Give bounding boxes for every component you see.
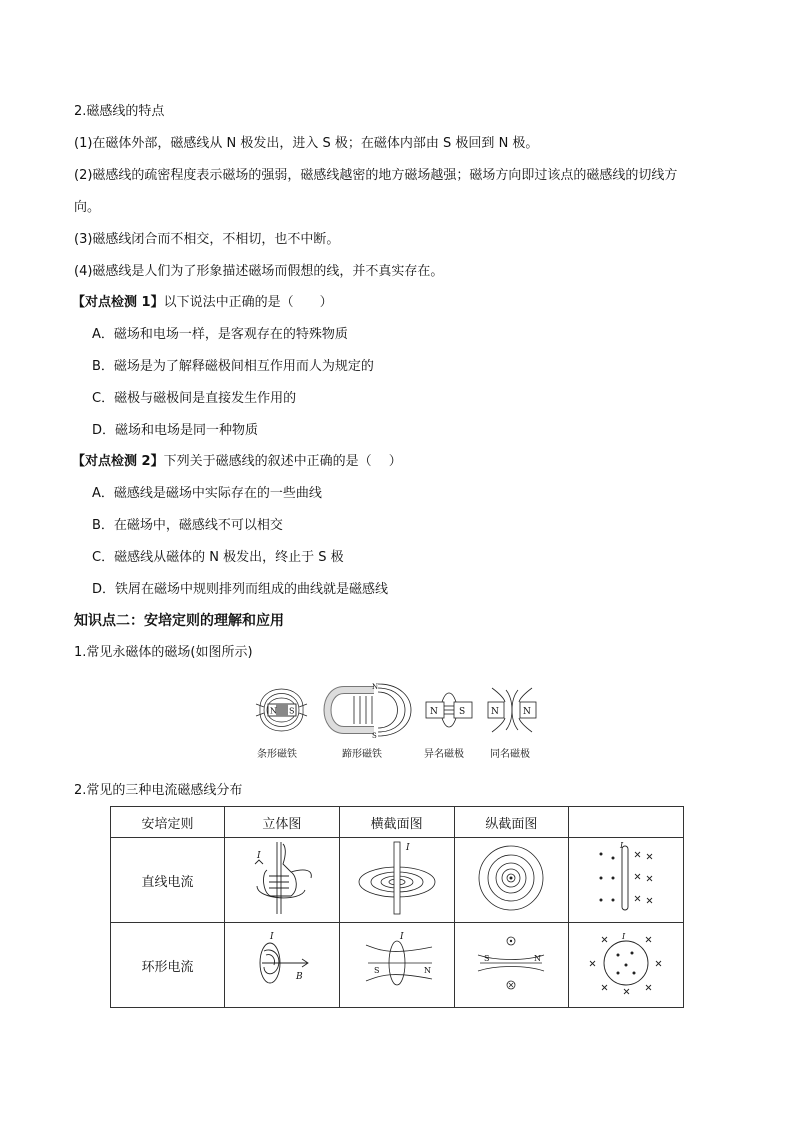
ring-current-3d-cell [225, 923, 340, 1008]
straight-current-hand-diagram [247, 840, 317, 916]
horseshoe-magnet-caption: 蹄形磁铁 [342, 749, 382, 760]
svg-text:S: S [289, 706, 295, 716]
subsection-2-title: 2.常见的三种电流磁感线分布 [74, 783, 243, 798]
svg-text:I: I [269, 932, 274, 942]
check1-option-c: C．磁极与磁极间是直接发生作用的 [92, 391, 297, 406]
straight-current-dots-crosses-diagram [591, 840, 661, 916]
section-title: 2.磁感线的特点 [74, 104, 165, 119]
svg-text:I: I [620, 841, 624, 850]
like-poles-diagram [488, 688, 536, 732]
svg-text:N: N [423, 966, 431, 975]
straight-current-cross-cell [339, 838, 454, 923]
straight-current-cross-section-diagram [352, 840, 442, 916]
check2-option-a: A．磁感线是磁场中实际存在的一些曲线 [92, 486, 322, 501]
subsection-1-title: 1.常见永磁体的磁场(如图所示) [74, 645, 253, 660]
like-poles-caption: 同名磁极 [490, 749, 530, 760]
check1-question-line [72, 294, 333, 312]
svg-text:S: S [372, 732, 377, 740]
ring-current-longitudinal-cell [454, 923, 569, 1008]
table-row [111, 838, 684, 923]
svg-text:N: N [523, 707, 531, 717]
current-field-table [110, 806, 684, 1008]
header-blank [569, 807, 684, 838]
svg-text:S: S [484, 954, 490, 963]
knowledge-point-2-title: 知识点二：安培定则的理解和应用 [74, 613, 284, 629]
svg-text:I: I [405, 843, 410, 853]
check1-question: 以下说法中正确的是（ ） [163, 295, 333, 310]
magnet-field-figure [254, 680, 544, 740]
row-straight-current-label: 直线电流 [111, 838, 225, 923]
ring-current-hand-diagram [242, 925, 322, 1001]
point-2-cont: 向。 [74, 200, 101, 215]
svg-text:S: S [373, 966, 380, 975]
svg-text:N: N [534, 954, 542, 963]
bar-magnet-diagram [256, 689, 307, 731]
straight-current-concentric-diagram [473, 840, 549, 916]
header-longitudinal-section: 纵截面图 [454, 807, 569, 838]
svg-text:N: N [270, 706, 277, 716]
svg-text:I: I [399, 932, 404, 942]
ring-current-cross-cell [339, 923, 454, 1008]
svg-text:I: I [622, 932, 626, 941]
check1-label: 【对点检测 1】 [72, 295, 164, 310]
table-header-row [111, 807, 684, 838]
header-ampere-rule: 安培定则 [111, 807, 225, 838]
point-4: (4)磁感线是人们为了形象描述磁场而假想的线，并不真实存在。 [74, 264, 444, 279]
svg-text:N: N [491, 707, 499, 717]
ring-current-dots-crosses-diagram [588, 925, 664, 1001]
table-row [111, 923, 684, 1008]
check2-label: 【对点检测 2】 [72, 454, 164, 469]
check2-option-c: C．磁感线从磁体的 N 极发出，终止于 S 极 [92, 550, 344, 565]
opposite-poles-diagram [426, 693, 472, 727]
svg-text:I: I [256, 851, 261, 861]
bar-magnet-caption: 条形磁铁 [257, 749, 297, 760]
row-ring-current-label: 环形电流 [111, 923, 225, 1008]
svg-text:B: B [295, 972, 303, 982]
ring-current-dots-cell [569, 923, 684, 1008]
check1-option-b: B．磁场是为了解释磁极间相互作用而人为规定的 [92, 359, 374, 374]
horseshoe-magnet-diagram [328, 683, 412, 740]
opposite-poles-caption: 异名磁极 [424, 749, 464, 760]
header-cross-section: 横截面图 [339, 807, 454, 838]
ring-current-cross-section-diagram [352, 925, 442, 1001]
point-3: (3)磁感线闭合而不相交，不相切，也不中断。 [74, 232, 340, 247]
svg-text:S: S [459, 707, 466, 717]
header-3d-view: 立体图 [225, 807, 340, 838]
svg-text:N: N [430, 707, 438, 717]
straight-current-longitudinal-cell [454, 838, 569, 923]
svg-text:N: N [372, 683, 379, 691]
check2-question: 下列关于磁感线的叙述中正确的是（ ） [163, 454, 402, 469]
check2-question-line [72, 453, 402, 471]
check1-option-d: D．磁场和电场是同一种物质 [92, 423, 259, 438]
check2-option-b: B．在磁场中，磁感线不可以相交 [92, 518, 283, 533]
point-2: (2)磁感线的疏密程度表示磁场的强弱，磁感线越密的地方磁场越强；磁场方向即过该点的磁感线的切线方 [74, 168, 678, 183]
straight-current-dots-cell [569, 838, 684, 923]
straight-current-3d-cell [225, 838, 340, 923]
ring-current-longitudinal-diagram [466, 925, 556, 1001]
point-1: (1)在磁体外部，磁感线从 N 极发出，进入 S 极；在磁体内部由 S 极回到 N 极。 [74, 136, 539, 151]
check1-option-a: A．磁场和电场一样，是客观存在的特殊物质 [92, 327, 348, 342]
check2-option-d: D．铁屑在磁场中规则排列而组成的曲线就是磁感线 [92, 582, 389, 597]
